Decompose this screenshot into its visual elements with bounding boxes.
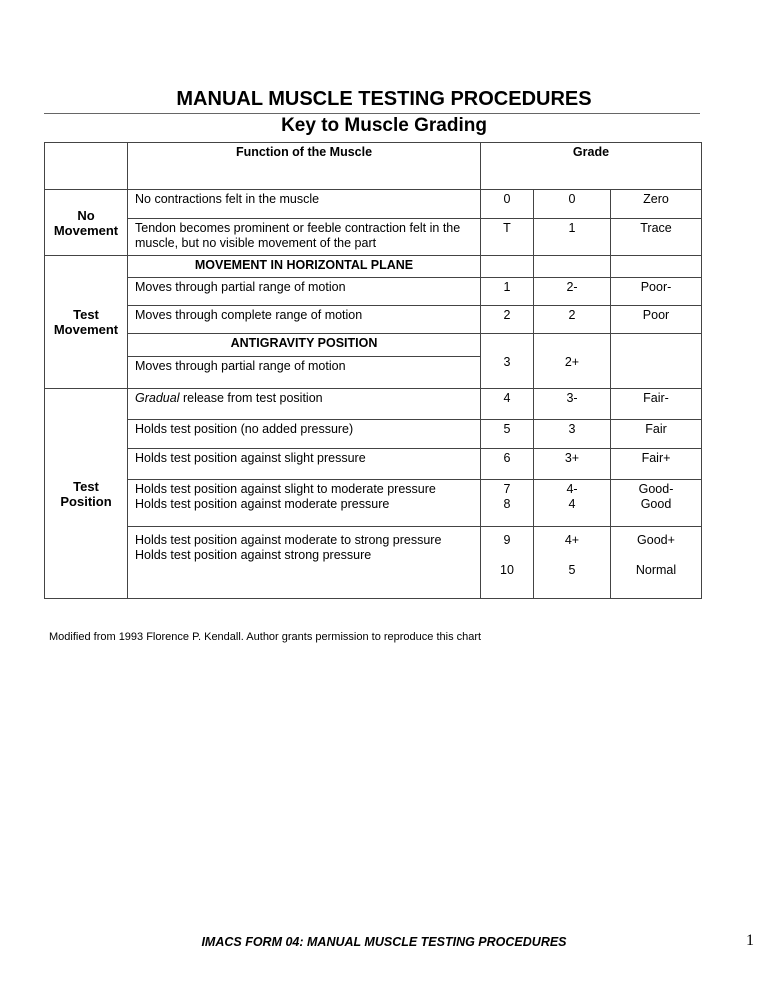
section-horizontal: MOVEMENT IN HORIZONTAL PLANE — [128, 256, 481, 278]
title-divider — [44, 113, 700, 114]
table-row: Moves through partial range of motion 1 2- Poor- — [45, 278, 702, 306]
page-number: 1 — [746, 932, 754, 949]
table-row: Holds test position (no added pressure) 5 3 Fair — [45, 420, 702, 449]
table-row: Holds test position against slight to moderate pressure Holds test position against moderate pressure 7 8 4- 4 Good- Good — [45, 480, 702, 527]
source-note: Modified from 1993 Florence P. Kendall. Author grants permission to reproduce this chart — [49, 631, 482, 643]
table-row: Holds test position against slight pressure 6 3+ Fair+ — [45, 449, 702, 480]
table-row: Test Position Gradual release from test position 4 3- Fair- — [45, 389, 702, 420]
group-test-movement: Test Movement — [45, 256, 128, 389]
section-antigravity: ANTIGRAVITY POSITION — [128, 334, 481, 357]
table-row: Moves through complete range of motion 2 2 Poor — [45, 306, 702, 334]
page-title: MANUAL MUSCLE TESTING PROCEDURES — [176, 88, 592, 110]
table-row: Moves through partial range of motion — [45, 357, 702, 389]
page-footer: IMACS FORM 04: MANUAL MUSCLE TESTING PROCEDURES — [201, 935, 567, 949]
header-grade: Grade — [481, 143, 702, 190]
group-no-movement: No Movement — [45, 190, 128, 256]
table-row: No Movement No contractions felt in the muscle 0 0 Zero — [45, 190, 702, 219]
header-row — [45, 143, 702, 190]
section-row: ANTIGRAVITY POSITION 3 2+ — [45, 334, 702, 357]
page-subtitle: Key to Muscle Grading — [281, 115, 487, 136]
muscle-grading-table — [44, 142, 702, 599]
header-function: Function of the Muscle — [128, 143, 481, 190]
table-row: Holds test position against moderate to strong pressure Holds test position against strong pressure 9 10 4+ 5 Good+ Normal — [45, 527, 702, 599]
group-test-position: Test Position — [45, 389, 128, 599]
table-row: Tendon becomes prominent or feeble contraction felt in the muscle, but no visible movement of the part T 1 Trace — [45, 219, 702, 256]
section-row — [45, 256, 702, 278]
